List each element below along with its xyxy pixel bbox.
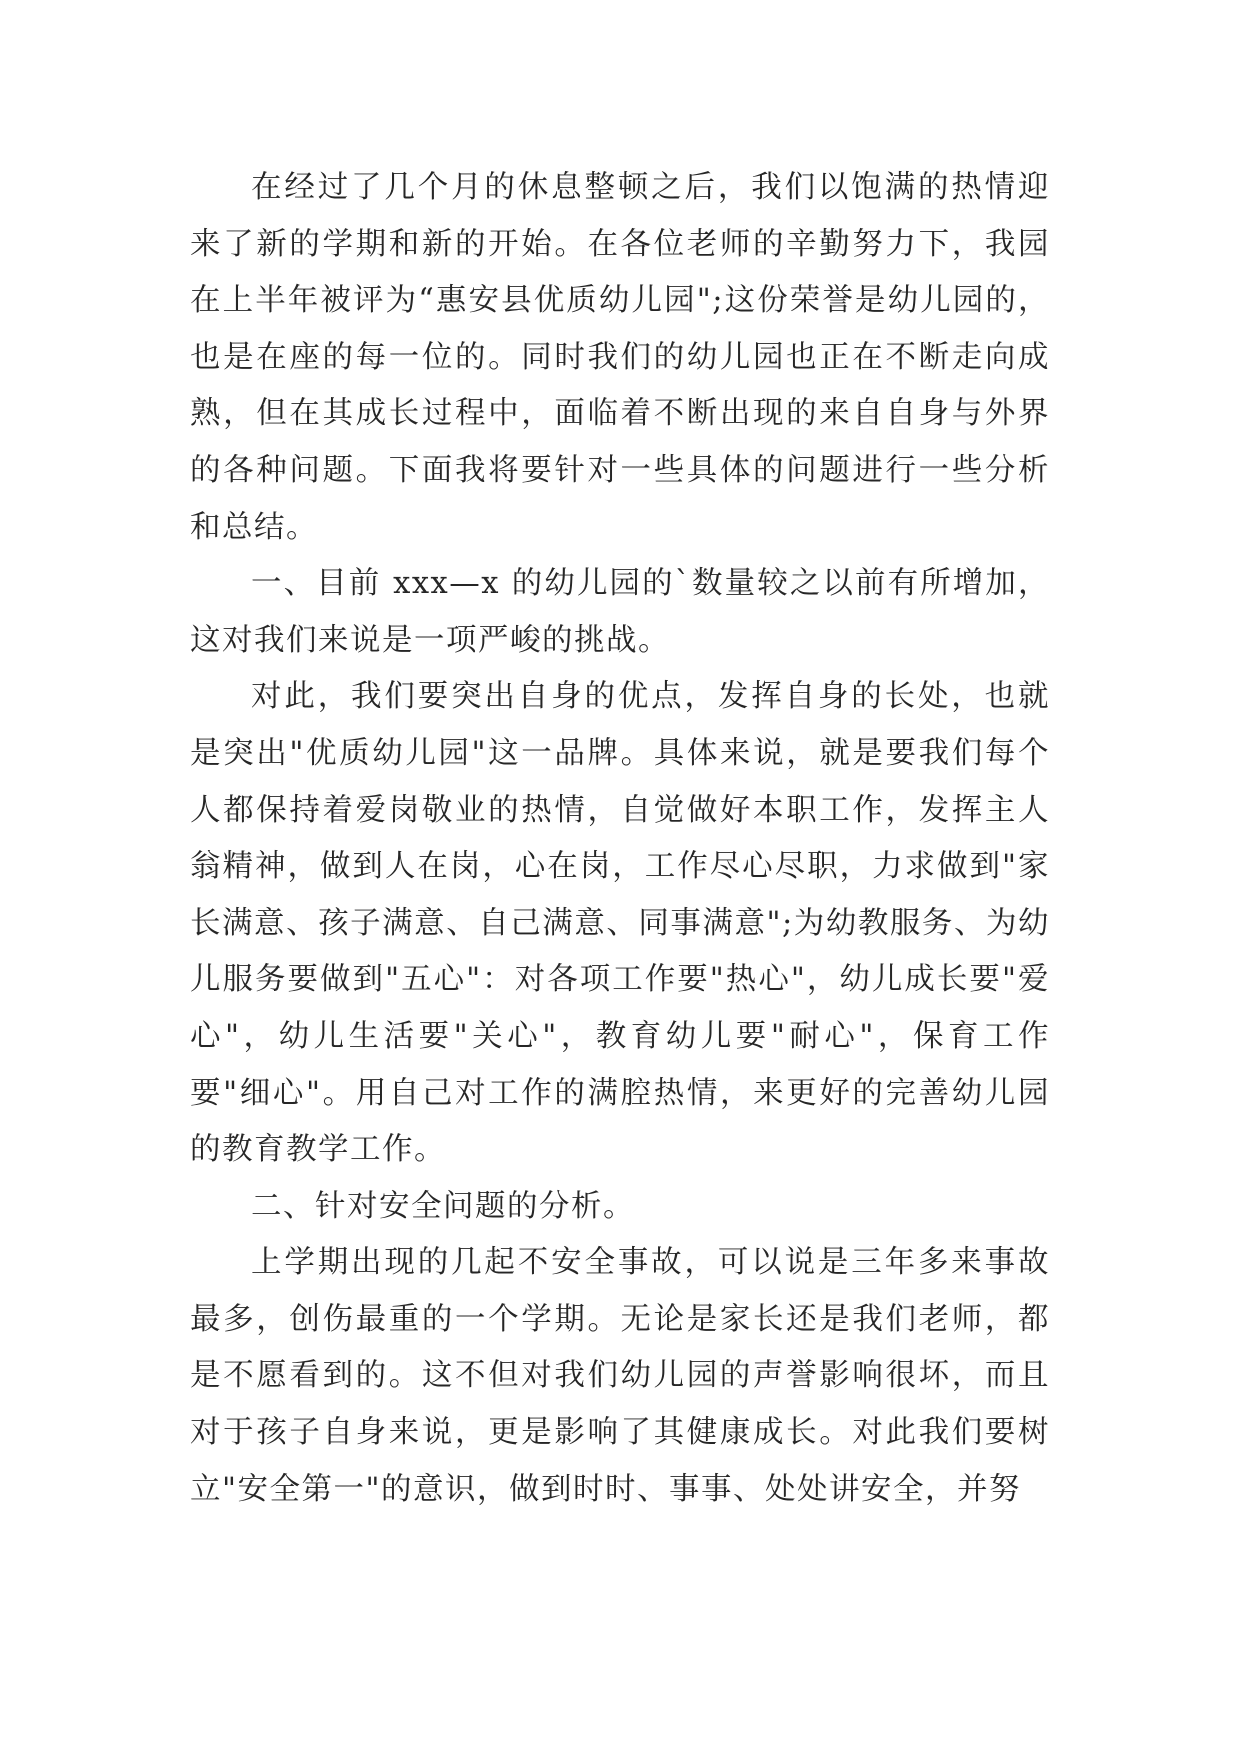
- document-body: [190, 160, 1050, 1518]
- paragraph-section-two: 二、针对安全问题的分析。: [251, 1188, 635, 1224]
- paragraph-intro: 在经过了几个月的休息整顿之后，我们以饱满的热情迎来了新的学期和新的开始。在各位老师的辛勤努力下，我园在上半年被评为“惠安县优质幼儿园";这份荣誉是幼儿园的，也是在座的每一位的。同时我们的幼儿园也正在不断走向成熟，但在其成长过程中，面临着不断出现的来自自身与外界的各种问题。下面我将要针对一些具体的问题进行一些分析和总结。: [190, 170, 1050, 545]
- paragraph-section-two-detail: 上学期出现的几起不安全事故，可以说是三年多来事故最多，创伤最重的一个学期。无论是家长还是我们老师，都是不愿看到的。这不但对我们幼儿园的声誉影响很坏，而且对于孩子自身来说，更是影响了其健康成长。对此我们要树立"安全第一"的意识，做到时时、事事、处处讲安全，并努: [190, 1245, 1050, 1507]
- paragraph-section-one-detail: 对此，我们要突出自身的优点，发挥自身的长处，也就是突出"优质幼儿园"这一品牌。具体来说，就是要我们每个人都保持着爱岗敬业的热情，自觉做好本职工作，发挥主人翁精神，做到人在岗，心在岗，工作尽心尽职，力求做到"家长满意、孩子满意、自己满意、同事满意";为幼教服务、为幼儿服务要做到"五心"：对各项工作要"热心"，幼儿成长要"爱心"，幼儿生活要"关心"，教育幼儿要"耐心"，保育工作要"细心"。用自己对工作的满腔热情，来更好的完善幼儿园的教育教学工作。: [190, 679, 1050, 1168]
- paragraph-section-one: 一、目前 xxx—x 的幼儿园的`数量较之以前有所增加，这对我们来说是一项严峻的挑战。: [190, 566, 1050, 658]
